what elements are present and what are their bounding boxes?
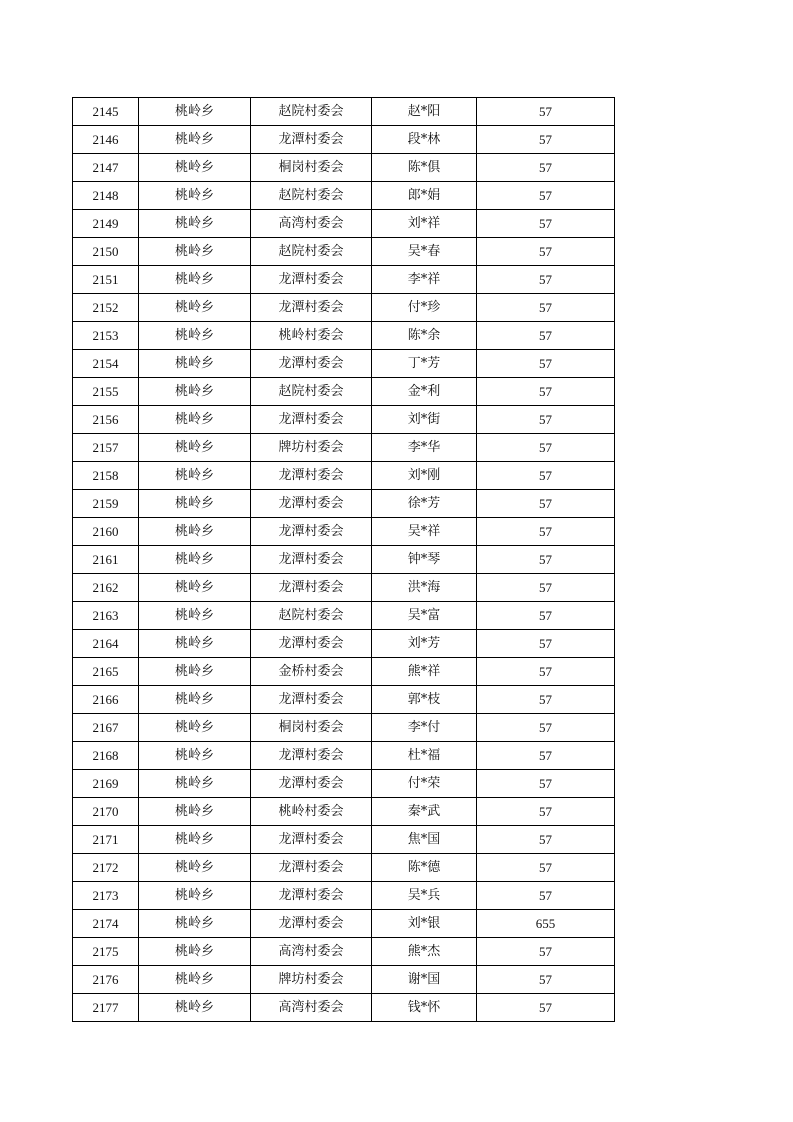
amount-cell: 57 (477, 994, 615, 1022)
person-name-cell: 付*荣 (372, 770, 477, 798)
person-name-cell: 李*华 (372, 434, 477, 462)
person-name-cell: 杜*福 (372, 742, 477, 770)
village-committee-cell: 龙潭村委会 (251, 406, 372, 434)
village-committee-cell: 赵院村委会 (251, 238, 372, 266)
village-committee-cell: 牌坊村委会 (251, 434, 372, 462)
amount-cell: 57 (477, 238, 615, 266)
row-number-cell: 2146 (73, 126, 139, 154)
amount-cell: 57 (477, 322, 615, 350)
town-cell: 桃岭乡 (139, 686, 251, 714)
town-cell: 桃岭乡 (139, 966, 251, 994)
row-number-cell: 2147 (73, 154, 139, 182)
amount-cell: 57 (477, 266, 615, 294)
village-committee-cell: 龙潭村委会 (251, 462, 372, 490)
person-name-cell: 熊*杰 (372, 938, 477, 966)
table-row (73, 994, 615, 1022)
table-row (73, 882, 615, 910)
table-row (73, 546, 615, 574)
town-cell: 桃岭乡 (139, 798, 251, 826)
row-number-cell: 2160 (73, 518, 139, 546)
table-row (73, 574, 615, 602)
person-name-cell: 吴*兵 (372, 882, 477, 910)
table-row (73, 826, 615, 854)
person-name-cell: 刘*刚 (372, 462, 477, 490)
person-name-cell: 郎*娟 (372, 182, 477, 210)
row-number-cell: 2173 (73, 882, 139, 910)
table-row (73, 238, 615, 266)
person-name-cell: 吴*春 (372, 238, 477, 266)
village-committee-cell: 龙潭村委会 (251, 546, 372, 574)
row-number-cell: 2168 (73, 742, 139, 770)
table-row (73, 966, 615, 994)
town-cell: 桃岭乡 (139, 210, 251, 238)
amount-cell: 57 (477, 210, 615, 238)
person-name-cell: 刘*银 (372, 910, 477, 938)
village-committee-cell: 龙潭村委会 (251, 490, 372, 518)
person-name-cell: 徐*芳 (372, 490, 477, 518)
amount-cell: 57 (477, 406, 615, 434)
person-name-cell: 李*付 (372, 714, 477, 742)
amount-cell: 57 (477, 686, 615, 714)
row-number-cell: 2156 (73, 406, 139, 434)
town-cell: 桃岭乡 (139, 322, 251, 350)
row-number-cell: 2164 (73, 630, 139, 658)
town-cell: 桃岭乡 (139, 350, 251, 378)
village-committee-cell: 龙潭村委会 (251, 630, 372, 658)
amount-cell: 655 (477, 910, 615, 938)
village-committee-cell: 赵院村委会 (251, 182, 372, 210)
row-number-cell: 2167 (73, 714, 139, 742)
amount-cell: 57 (477, 770, 615, 798)
row-number-cell: 2149 (73, 210, 139, 238)
town-cell: 桃岭乡 (139, 994, 251, 1022)
village-committee-cell: 赵院村委会 (251, 98, 372, 126)
row-number-cell: 2150 (73, 238, 139, 266)
village-committee-cell: 牌坊村委会 (251, 966, 372, 994)
table-row (73, 210, 615, 238)
amount-cell: 57 (477, 462, 615, 490)
village-committee-cell: 桃岭村委会 (251, 322, 372, 350)
amount-cell: 57 (477, 182, 615, 210)
person-name-cell: 刘*芳 (372, 630, 477, 658)
town-cell: 桃岭乡 (139, 826, 251, 854)
amount-cell: 57 (477, 630, 615, 658)
person-name-cell: 丁*芳 (372, 350, 477, 378)
row-number-cell: 2165 (73, 658, 139, 686)
table-row (73, 742, 615, 770)
town-cell: 桃岭乡 (139, 98, 251, 126)
village-committee-cell: 龙潭村委会 (251, 518, 372, 546)
amount-cell: 57 (477, 966, 615, 994)
amount-cell: 57 (477, 574, 615, 602)
village-committee-cell: 高湾村委会 (251, 210, 372, 238)
table-row (73, 490, 615, 518)
village-committee-cell: 金桥村委会 (251, 658, 372, 686)
row-number-cell: 2153 (73, 322, 139, 350)
table-row (73, 406, 615, 434)
village-committee-cell: 龙潭村委会 (251, 910, 372, 938)
row-number-cell: 2148 (73, 182, 139, 210)
person-name-cell: 李*祥 (372, 266, 477, 294)
amount-cell: 57 (477, 602, 615, 630)
town-cell: 桃岭乡 (139, 546, 251, 574)
town-cell: 桃岭乡 (139, 462, 251, 490)
amount-cell: 57 (477, 154, 615, 182)
row-number-cell: 2162 (73, 574, 139, 602)
village-committee-cell: 龙潭村委会 (251, 574, 372, 602)
town-cell: 桃岭乡 (139, 658, 251, 686)
village-committee-cell: 龙潭村委会 (251, 854, 372, 882)
person-name-cell: 刘*祥 (372, 210, 477, 238)
amount-cell: 57 (477, 742, 615, 770)
roster-table-body (73, 98, 615, 1022)
person-name-cell: 焦*国 (372, 826, 477, 854)
roster-table (72, 97, 615, 1022)
town-cell: 桃岭乡 (139, 602, 251, 630)
person-name-cell: 赵*阳 (372, 98, 477, 126)
town-cell: 桃岭乡 (139, 770, 251, 798)
amount-cell: 57 (477, 98, 615, 126)
row-number-cell: 2172 (73, 854, 139, 882)
village-committee-cell: 龙潭村委会 (251, 266, 372, 294)
amount-cell: 57 (477, 490, 615, 518)
amount-cell: 57 (477, 294, 615, 322)
person-name-cell: 郭*枝 (372, 686, 477, 714)
town-cell: 桃岭乡 (139, 714, 251, 742)
table-row (73, 98, 615, 126)
person-name-cell: 吴*祥 (372, 518, 477, 546)
row-number-cell: 2145 (73, 98, 139, 126)
table-row (73, 154, 615, 182)
village-committee-cell: 高湾村委会 (251, 938, 372, 966)
amount-cell: 57 (477, 518, 615, 546)
table-row (73, 658, 615, 686)
table-row (73, 770, 615, 798)
row-number-cell: 2154 (73, 350, 139, 378)
row-number-cell: 2174 (73, 910, 139, 938)
person-name-cell: 陈*俱 (372, 154, 477, 182)
person-name-cell: 段*林 (372, 126, 477, 154)
table-row (73, 322, 615, 350)
amount-cell: 57 (477, 826, 615, 854)
town-cell: 桃岭乡 (139, 154, 251, 182)
table-row (73, 126, 615, 154)
row-number-cell: 2171 (73, 826, 139, 854)
village-committee-cell: 龙潭村委会 (251, 770, 372, 798)
village-committee-cell: 赵院村委会 (251, 602, 372, 630)
town-cell: 桃岭乡 (139, 406, 251, 434)
row-number-cell: 2166 (73, 686, 139, 714)
table-row (73, 602, 615, 630)
village-committee-cell: 赵院村委会 (251, 378, 372, 406)
village-committee-cell: 桐岗村委会 (251, 714, 372, 742)
person-name-cell: 金*利 (372, 378, 477, 406)
amount-cell: 57 (477, 378, 615, 406)
amount-cell: 57 (477, 434, 615, 462)
village-committee-cell: 桃岭村委会 (251, 798, 372, 826)
row-number-cell: 2161 (73, 546, 139, 574)
table-row (73, 518, 615, 546)
person-name-cell: 钟*琴 (372, 546, 477, 574)
table-row (73, 182, 615, 210)
person-name-cell: 钱*怀 (372, 994, 477, 1022)
amount-cell: 57 (477, 798, 615, 826)
person-name-cell: 付*珍 (372, 294, 477, 322)
table-row (73, 266, 615, 294)
town-cell: 桃岭乡 (139, 182, 251, 210)
person-name-cell: 熊*祥 (372, 658, 477, 686)
town-cell: 桃岭乡 (139, 882, 251, 910)
person-name-cell: 陈*余 (372, 322, 477, 350)
table-row (73, 686, 615, 714)
amount-cell: 57 (477, 658, 615, 686)
village-committee-cell: 龙潭村委会 (251, 350, 372, 378)
table-row (73, 350, 615, 378)
amount-cell: 57 (477, 714, 615, 742)
village-committee-cell: 高湾村委会 (251, 994, 372, 1022)
person-name-cell: 吴*富 (372, 602, 477, 630)
village-committee-cell: 龙潭村委会 (251, 882, 372, 910)
village-committee-cell: 龙潭村委会 (251, 686, 372, 714)
town-cell: 桃岭乡 (139, 854, 251, 882)
town-cell: 桃岭乡 (139, 630, 251, 658)
town-cell: 桃岭乡 (139, 434, 251, 462)
village-committee-cell: 龙潭村委会 (251, 826, 372, 854)
table-row (73, 378, 615, 406)
town-cell: 桃岭乡 (139, 238, 251, 266)
person-name-cell: 陈*德 (372, 854, 477, 882)
row-number-cell: 2163 (73, 602, 139, 630)
amount-cell: 57 (477, 126, 615, 154)
row-number-cell: 2155 (73, 378, 139, 406)
person-name-cell: 洪*海 (372, 574, 477, 602)
amount-cell: 57 (477, 350, 615, 378)
amount-cell: 57 (477, 938, 615, 966)
town-cell: 桃岭乡 (139, 266, 251, 294)
row-number-cell: 2175 (73, 938, 139, 966)
town-cell: 桃岭乡 (139, 490, 251, 518)
person-name-cell: 秦*武 (372, 798, 477, 826)
amount-cell: 57 (477, 546, 615, 574)
table-row (73, 854, 615, 882)
row-number-cell: 2169 (73, 770, 139, 798)
table-row (73, 910, 615, 938)
table-row (73, 630, 615, 658)
town-cell: 桃岭乡 (139, 518, 251, 546)
town-cell: 桃岭乡 (139, 378, 251, 406)
amount-cell: 57 (477, 854, 615, 882)
person-name-cell: 刘*街 (372, 406, 477, 434)
table-row (73, 462, 615, 490)
row-number-cell: 2177 (73, 994, 139, 1022)
table-row (73, 798, 615, 826)
town-cell: 桃岭乡 (139, 294, 251, 322)
row-number-cell: 2152 (73, 294, 139, 322)
town-cell: 桃岭乡 (139, 742, 251, 770)
row-number-cell: 2158 (73, 462, 139, 490)
village-committee-cell: 龙潭村委会 (251, 294, 372, 322)
row-number-cell: 2157 (73, 434, 139, 462)
amount-cell: 57 (477, 882, 615, 910)
table-row (73, 294, 615, 322)
row-number-cell: 2159 (73, 490, 139, 518)
row-number-cell: 2170 (73, 798, 139, 826)
row-number-cell: 2176 (73, 966, 139, 994)
row-number-cell: 2151 (73, 266, 139, 294)
table-row (73, 938, 615, 966)
village-committee-cell: 桐岗村委会 (251, 154, 372, 182)
village-committee-cell: 龙潭村委会 (251, 126, 372, 154)
town-cell: 桃岭乡 (139, 574, 251, 602)
table-row (73, 714, 615, 742)
person-name-cell: 谢*国 (372, 966, 477, 994)
town-cell: 桃岭乡 (139, 910, 251, 938)
town-cell: 桃岭乡 (139, 938, 251, 966)
town-cell: 桃岭乡 (139, 126, 251, 154)
table-row (73, 434, 615, 462)
village-committee-cell: 龙潭村委会 (251, 742, 372, 770)
